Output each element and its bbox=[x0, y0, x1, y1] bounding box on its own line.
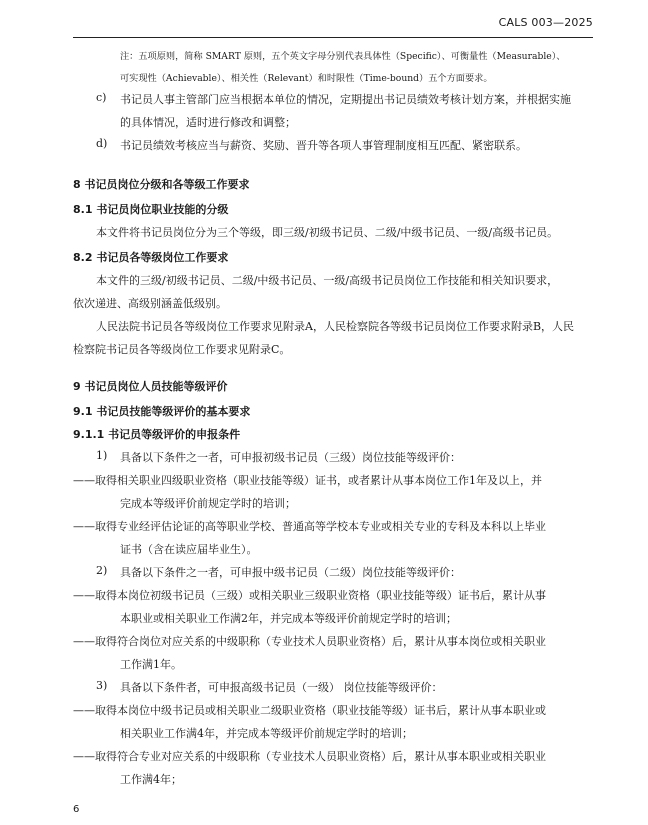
condition-1-a: 完成本等级评价前规定学时的培训； bbox=[120, 497, 296, 510]
paragraph: 人民法院书记员各等级岗位工作要求见附录A，人民检察院各等级书记员岗位工作要求附录B，人民 bbox=[96, 320, 575, 333]
condition-3-b: ——取得符合专业对应关系的中级职称（专业技术人员职业资格）后，累计从事本职业或相关职业 bbox=[73, 750, 546, 763]
list-item-label-c: c) bbox=[96, 91, 107, 104]
section-9-1-heading: 9.1 书记员技能等级评价的基本要求 bbox=[73, 405, 251, 418]
paragraph: 本文件的三级/初级书记员、二级/中级书记员、一级/高级书记员岗位工作技能和相关知识要求， bbox=[96, 274, 559, 287]
header-rule bbox=[73, 37, 593, 38]
condition-2-b: ——取得符合岗位对应关系的中级职称（专业技术人员职业资格）后，累计从事本岗位或相关职业 bbox=[73, 635, 546, 648]
condition-2-a: 本职业或相关职业工作满2年，并完成本等级评价前规定学时的培训； bbox=[120, 612, 457, 625]
condition-1-a: ——取得相关职业四级职业资格（职业技能等级）证书，或者累计从事本岗位工作1年及以上，并 bbox=[73, 474, 542, 487]
note-line: 可实现性（Achievable）、相关性（Relevant）和时限性（Time-bound）五个方面要求。 bbox=[120, 73, 493, 84]
section-8-heading: 8 书记员岗位分级和各等级工作要求 bbox=[73, 178, 250, 191]
condition-2-a: ——取得本岗位初级书记员（三级）或相关职业三级职业资格（职业技能等级）证书后，累计从事 bbox=[73, 589, 546, 602]
condition-1-label: 1) bbox=[96, 449, 108, 462]
condition-3-text: 具备以下条件者，可申报高级书记员（一级） 岗位技能等级评价： bbox=[120, 681, 443, 694]
list-item-d-text: 书记员绩效考核应当与薪资、奖励、晋升等各项人事管理制度相互匹配、紧密联系。 bbox=[120, 139, 527, 152]
paragraph: 本文件将书记员岗位分为三个等级，即三级/初级书记员、二级/中级书记员、一级/高级书记员。 bbox=[96, 226, 559, 239]
paragraph: 依次递进、高级别涵盖低级别。 bbox=[73, 297, 227, 310]
condition-3-label: 3) bbox=[96, 679, 108, 692]
list-item-label-d: d) bbox=[96, 137, 108, 150]
note-line: 注：五项原则，简称 SMART 原则，五个英文字母分别代表具体性（Specific）、可衡量性（Measurable）、 bbox=[120, 51, 566, 62]
condition-1-b: 证书（含在读应届毕业生）。 bbox=[120, 543, 258, 556]
condition-2-text: 具备以下条件之一者，可申报中级书记员（二级）岗位技能等级评价： bbox=[120, 566, 461, 579]
condition-3-a: ——取得本岗位中级书记员或相关职业二级职业资格（职业技能等级）证书后，累计从事本职业或 bbox=[73, 704, 546, 717]
condition-2-label: 2) bbox=[96, 564, 108, 577]
section-8-1-heading: 8.1 书记员岗位职业技能的分级 bbox=[73, 203, 229, 216]
list-item-c-text: 的具体情况，适时进行修改和调整； bbox=[120, 116, 296, 129]
section-9-1-1-heading: 9.1.1 书记员等级评价的申报条件 bbox=[73, 428, 241, 441]
section-8-2-heading: 8.2 书记员各等级岗位工作要求 bbox=[73, 251, 229, 264]
condition-2-b: 工作满1年。 bbox=[120, 658, 182, 671]
section-9-heading: 9 书记员岗位人员技能等级评价 bbox=[73, 380, 228, 393]
condition-3-a: 相关职业工作满4年，并完成本等级评价前规定学时的培训； bbox=[120, 727, 413, 740]
list-item-c-text: 书记员人事主管部门应当根据本单位的情况，定期提出书记员绩效考核计划方案，并根据实施 bbox=[120, 93, 571, 106]
condition-1-text: 具备以下条件之一者，可申报初级书记员（三级）岗位技能等级评价： bbox=[120, 451, 461, 464]
page-number: 6 bbox=[73, 804, 80, 815]
paragraph: 检察院书记员各等级岗位工作要求见附录C。 bbox=[73, 343, 291, 356]
condition-1-b: ——取得专业经评估论证的高等职业学校、普通高等学校本专业或相关专业的专科及本科以上毕业 bbox=[73, 520, 546, 533]
condition-3-b: 工作满4年； bbox=[120, 773, 182, 786]
document-id: CALS 003—2025 bbox=[498, 16, 593, 29]
